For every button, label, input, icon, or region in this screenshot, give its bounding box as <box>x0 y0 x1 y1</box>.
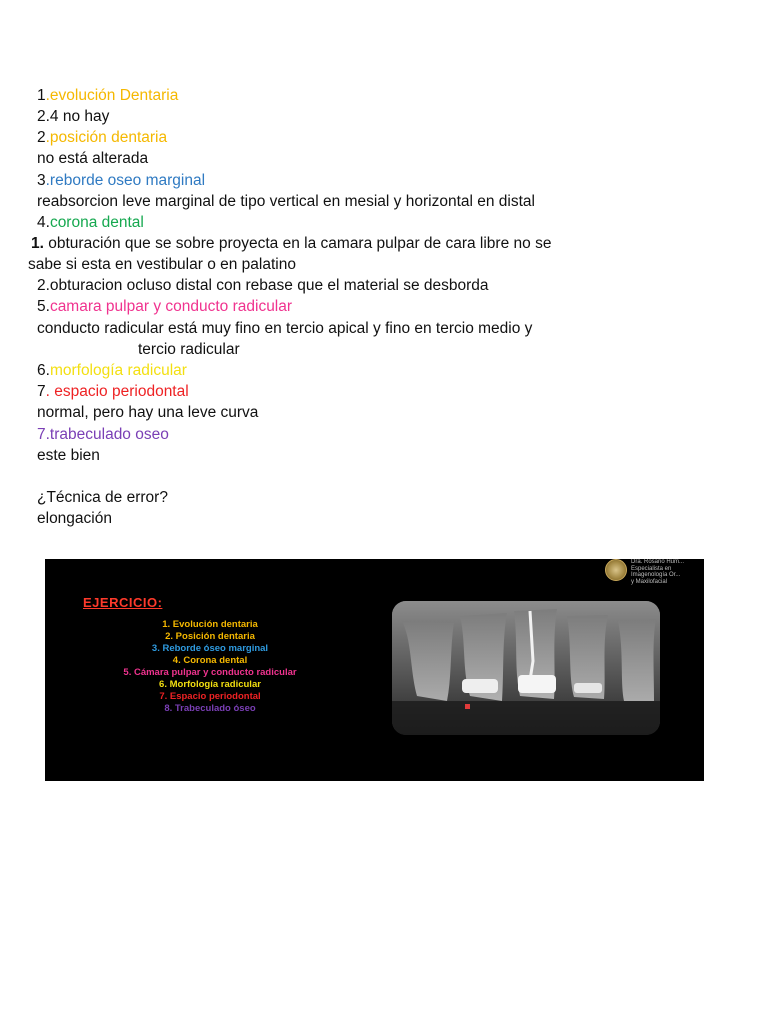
heading-corona: 4.corona dental <box>37 214 144 231</box>
heading-trabeculado: 7.trabeculado oseo <box>37 426 169 443</box>
slide-item: 6. Morfología radicular <box>159 679 261 690</box>
heading-espacio: 7. espacio periodontal <box>37 383 189 400</box>
question-tecnica: ¿Técnica de error? <box>37 489 168 506</box>
slide-title: EJERCICIO: <box>83 595 163 610</box>
heading-evolucion: 1.evolución Dentaria <box>37 87 179 104</box>
answer-tecnica: elongación <box>37 510 112 527</box>
exercise-slide-image <box>45 559 704 781</box>
heading-morfologia: 6.morfología radicular <box>37 362 187 379</box>
logo-emblem-icon <box>605 559 627 581</box>
slide-item: 1. Evolución dentaria <box>162 619 258 630</box>
answer-corona-1: 1. obturación que se sobre proyecta en la camara pulpar de cara libre no se <box>31 235 552 252</box>
slide-item: 7. Espacio periodontal <box>159 691 261 702</box>
clinic-logo <box>603 559 704 585</box>
answer-corona-1-cont: sabe si esta en vestibular o en palatino <box>28 256 296 273</box>
slide-item: 3. Reborde óseo marginal <box>151 643 269 654</box>
answer-posicion: no está alterada <box>37 150 149 167</box>
slide-item: 8. Trabeculado óseo <box>164 703 256 714</box>
heading-posicion: 2.posición dentaria <box>37 129 168 146</box>
heading-camara: 5.camara pulpar y conducto radicular <box>37 298 293 315</box>
answer-reborde: reabsorcion leve marginal de tipo vertical en mesial y horizontal en distal <box>37 193 535 210</box>
answer-espacio: normal, pero hay una leve curva <box>37 404 259 421</box>
answer-corona-2: 2.obturacion ocluso distal con rebase que el material se desborda <box>37 277 489 294</box>
slide-item: 5. Cámara pulpar y conducto radicular <box>123 667 297 678</box>
slide-item: 2. Posición dentaria <box>165 631 255 642</box>
logo-text: Dra. Rosario Hum... Especialista en Imagenología Or... y Maxilofacial <box>631 559 685 585</box>
dental-radiograph-image <box>392 601 660 735</box>
radiograph-drawing <box>392 601 660 735</box>
answer-camara-cont: tercio radicular <box>138 341 240 358</box>
answer-camara: conducto radicular está muy fino en tercio apical y fino en tercio medio y <box>37 320 533 337</box>
answer-trabeculado: este bien <box>37 447 100 464</box>
slide-item: 4. Corona dental <box>172 655 248 666</box>
heading-reborde: 3.reborde oseo marginal <box>37 172 206 189</box>
answer-evolucion: 2.4 no hay <box>37 108 110 125</box>
